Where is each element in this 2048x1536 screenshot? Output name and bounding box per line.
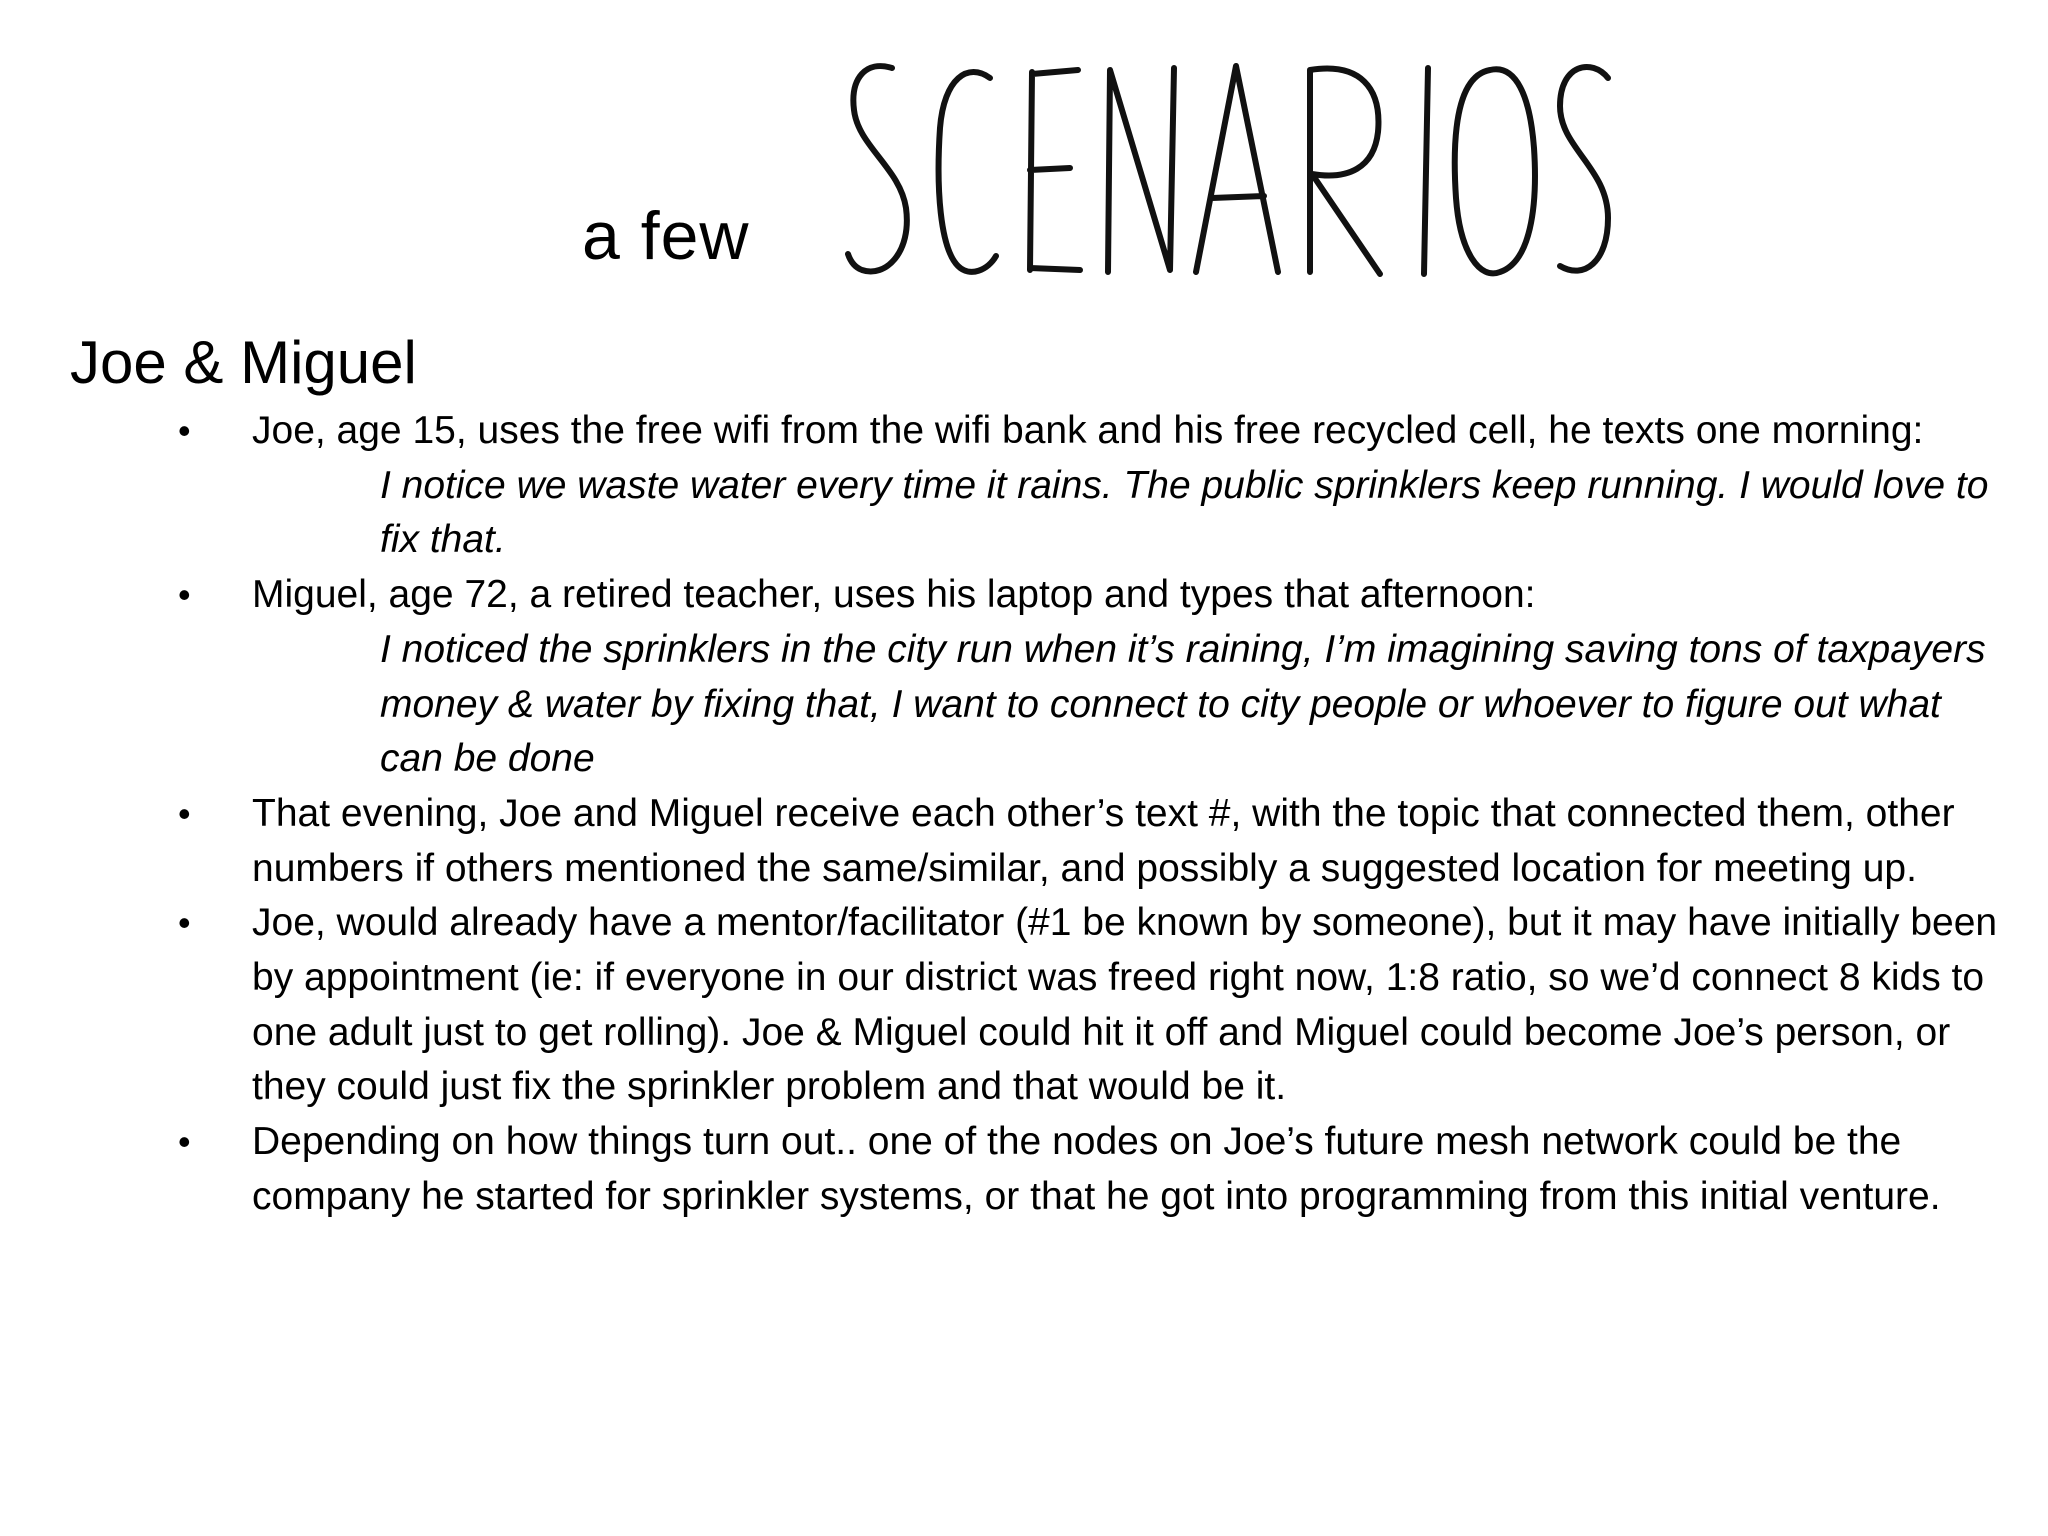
section-heading: Joe & Miguel bbox=[70, 329, 417, 396]
bullet-glyph: • bbox=[178, 1121, 191, 1163]
bullet-glyph: • bbox=[178, 410, 191, 451]
quote-text: I noticed the sprinklers in the city run when it’s raining, I’m imagining saving tons of taxpayers money & water by fixing that, I want to connect to city people or whoever to figure out what can be done bbox=[380, 627, 1986, 781]
bullet-glyph: • bbox=[178, 574, 191, 616]
list-item bbox=[0, 404, 2048, 568]
bullet-text: Joe, age 15, uses the free wifi from the wifi bank and his free recycled cell, he texts one morning: bbox=[252, 409, 1924, 452]
bullet-list bbox=[0, 404, 2048, 1225]
bullet-glyph: • bbox=[178, 902, 191, 944]
list-item bbox=[0, 1115, 2048, 1224]
bullet-text: That evening, Joe and Miguel receive each other’s text #, with the topic that connected them, other numbers if others mentioned the same/similar, and possibly a suggested location for meeting up. bbox=[252, 791, 1955, 890]
scenarios-title-art bbox=[840, 48, 1620, 298]
bullet-text: Miguel, age 72, a retired teacher, uses his laptop and types that afternoon: bbox=[252, 573, 1536, 617]
title-prefix: a few bbox=[582, 198, 750, 274]
bullet-text: Joe, would already have a mentor/facilitator (#1 be known by someone), but it may have initially been by appointment (ie: if everyone in our district was freed right now, 1:8 ratio, so we’d connect 8 kids to one adult just to get rolling). Joe & Miguel could hit it off and Miguel could become Joe’s person, or they could just fix the sprinkler problem and that would be it. bbox=[252, 901, 1998, 1109]
quote-text: I notice we waste water every time it rains. The public sprinklers keep running. I would love to fix that. bbox=[380, 463, 1989, 562]
bullet-glyph: • bbox=[178, 792, 191, 834]
bullet-text: Depending on how things turn out.. one of the nodes on Joe’s future mesh network could be the company he started for sprinkler systems, or that he got into programming from this initial venture. bbox=[252, 1120, 1941, 1218]
list-item bbox=[0, 787, 2048, 896]
list-item bbox=[0, 896, 2048, 1115]
list-item bbox=[0, 568, 2048, 787]
